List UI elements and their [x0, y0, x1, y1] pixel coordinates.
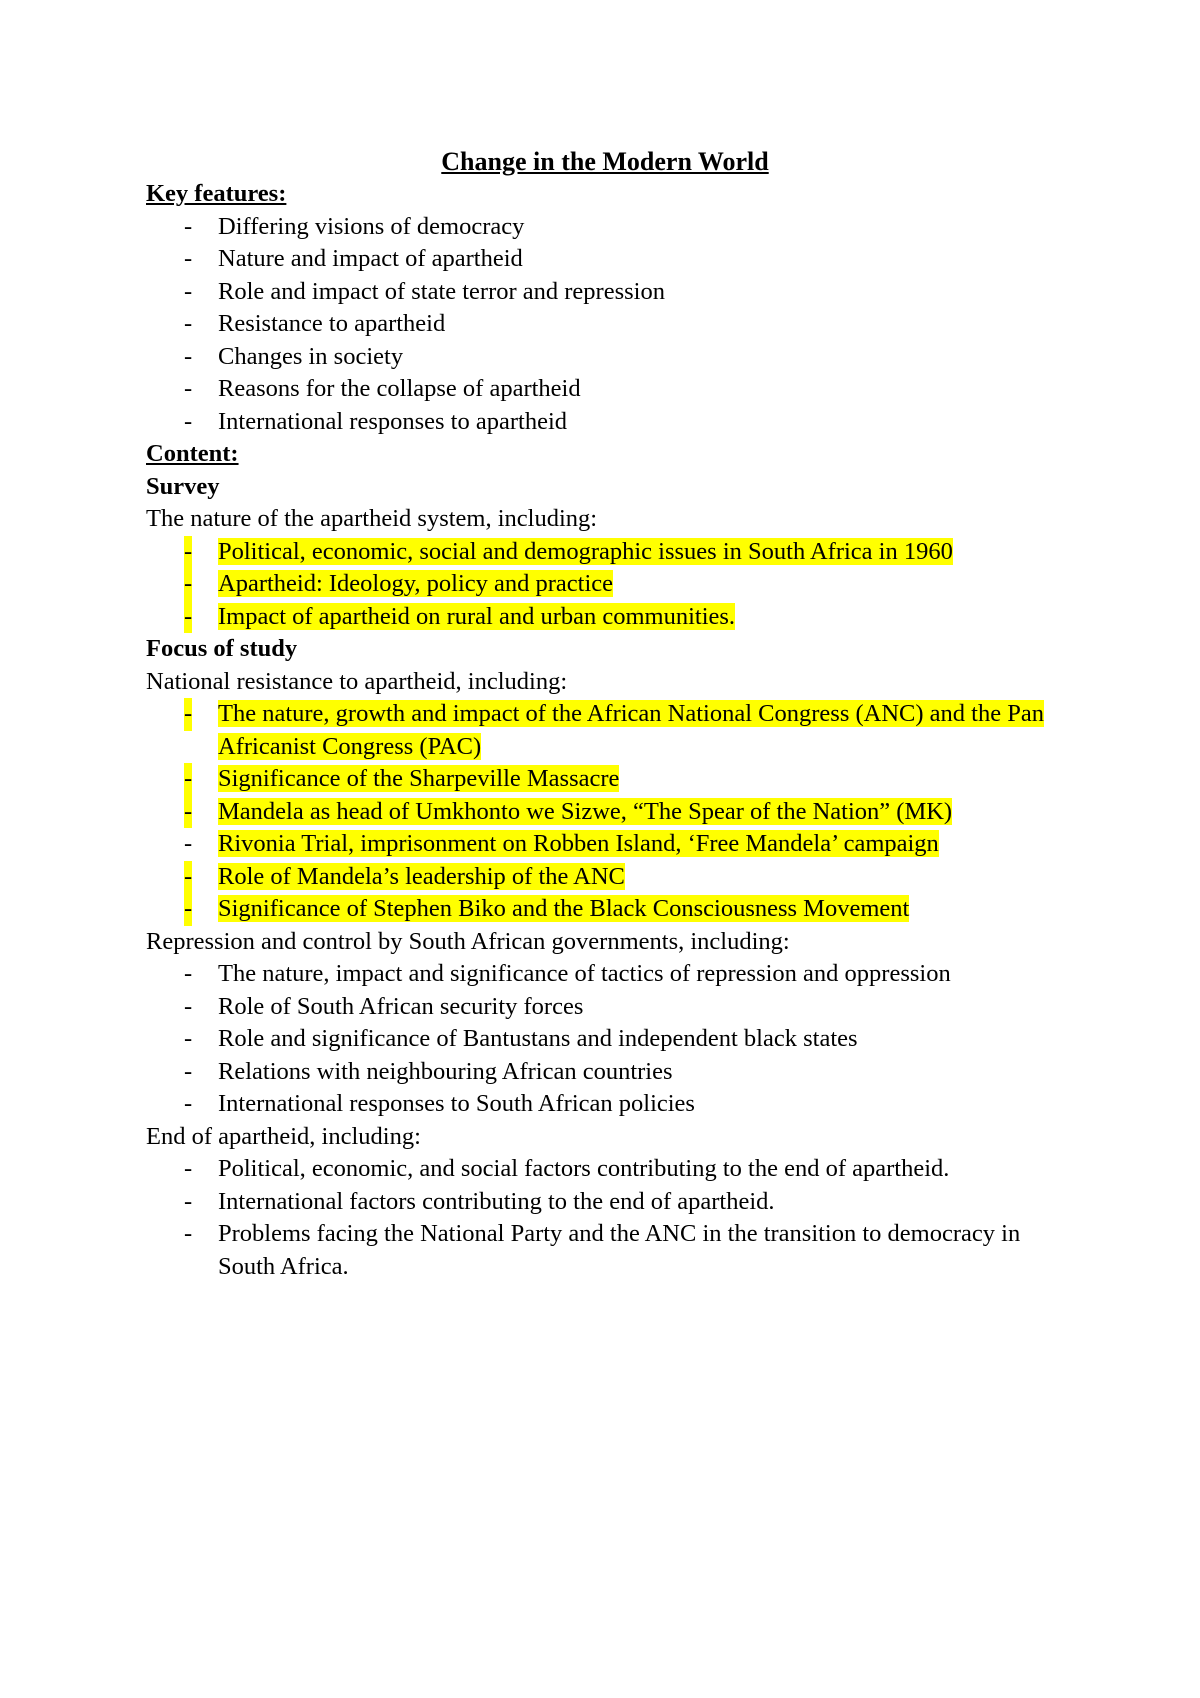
dash-bullet: - — [184, 342, 193, 370]
highlighted-list-item: - Apartheid: Ideology, policy and practice — [146, 568, 1076, 601]
dash-bullet: - — [184, 1220, 193, 1247]
dash-bullet: - — [184, 861, 192, 894]
list-item: - Resistance to apartheid — [146, 308, 1076, 341]
repression-list — [146, 958, 1076, 1121]
list-item: - Differing visions of democracy — [146, 211, 1076, 244]
dash-bullet: - — [184, 1057, 193, 1085]
list-item: - International factors contributing to the end of apartheid. — [146, 1186, 1076, 1219]
list-item: - International responses to South African policies — [146, 1088, 1076, 1121]
dash-bullet: - — [184, 568, 192, 601]
highlighted-list-item: - Impact of apartheid on rural and urban communities. — [146, 601, 1076, 634]
highlighted-list-item: - Role of Mandela’s leadership of the ANC — [146, 861, 1076, 894]
list-item: - Rivonia Trial, imprisonment on Robben Island, ‘Free Mandela’ campaign — [146, 828, 1076, 861]
dash-bullet: - — [184, 1155, 193, 1182]
dash-bullet: - — [184, 893, 192, 926]
survey-heading: Survey — [146, 472, 220, 500]
list-item: - The nature, impact and significance of tactics of repression and oppression — [146, 958, 1076, 991]
list-item: - Role and impact of state terror and repression — [146, 276, 1076, 309]
survey-list — [146, 536, 1076, 634]
dash-bullet: - — [184, 375, 193, 402]
dash-bullet: - — [184, 536, 192, 569]
highlighted-list-item: - Political, economic, social and demographic issues in South Africa in 1960 — [146, 536, 1076, 569]
dash-bullet: - — [184, 1090, 193, 1117]
dash-bullet: - — [184, 960, 193, 987]
end-intro: End of apartheid, including: — [146, 1122, 421, 1150]
key-features-list — [146, 211, 1076, 439]
content-heading: Content: — [146, 440, 239, 467]
highlighted-list-item: - Mandela as head of Umkhonto we Sizwe, “The Spear of the Nation” (MK) — [146, 796, 1076, 829]
dash-bullet: - — [184, 1025, 193, 1052]
repression-intro: Repression and control by South African governments, including: — [146, 927, 790, 955]
dash-bullet: - — [184, 763, 192, 796]
key-features-heading: Key features: — [146, 180, 287, 207]
list-item: - Role of South African security forces — [146, 991, 1076, 1024]
list-item: - Relations with neighbouring African countries — [146, 1056, 1076, 1089]
dash-bullet: - — [184, 698, 192, 731]
dash-bullet: - — [184, 212, 193, 240]
list-item: - Nature and impact of apartheid — [146, 243, 1076, 276]
highlighted-list-item: - Significance of the Sharpeville Massacre — [146, 763, 1076, 796]
list-item: - Reasons for the collapse of apartheid — [146, 373, 1076, 406]
page-title: Change in the Modern World — [441, 147, 769, 176]
national-list — [146, 698, 1076, 926]
dash-bullet: - — [184, 830, 193, 857]
list-item: - Political, economic, and social factors contributing to the end of apartheid. — [146, 1153, 1076, 1186]
end-list — [146, 1153, 1076, 1283]
national-intro: National resistance to apartheid, including: — [146, 667, 568, 695]
dash-bullet: - — [184, 310, 193, 337]
survey-intro: The nature of the apartheid system, including: — [146, 505, 598, 532]
dash-bullet: - — [184, 796, 192, 829]
highlighted-list-item: - The nature, growth and impact of the African National Congress (ANC) and the Pan Africanist Congress (PAC) — [184, 700, 1044, 760]
list-item: - International responses to apartheid — [146, 406, 1076, 439]
dash-bullet: - — [184, 245, 193, 272]
list-item: - Changes in society — [146, 341, 1076, 374]
list-item: - Problems facing the National Party and the ANC in the transition to democracy in South Africa. — [184, 1220, 1021, 1280]
dash-bullet: - — [184, 1187, 193, 1215]
dash-bullet: - — [184, 407, 193, 435]
dash-bullet: - — [184, 277, 193, 305]
dash-bullet: - — [184, 992, 193, 1020]
focus-heading: Focus of study — [146, 635, 298, 662]
document-page — [146, 146, 1076, 1283]
dash-bullet: - — [184, 601, 192, 634]
highlighted-list-item: - Significance of Stephen Biko and the Black Consciousness Movement — [146, 893, 1076, 926]
list-item: - Role and significance of Bantustans and independent black states — [146, 1023, 1076, 1056]
